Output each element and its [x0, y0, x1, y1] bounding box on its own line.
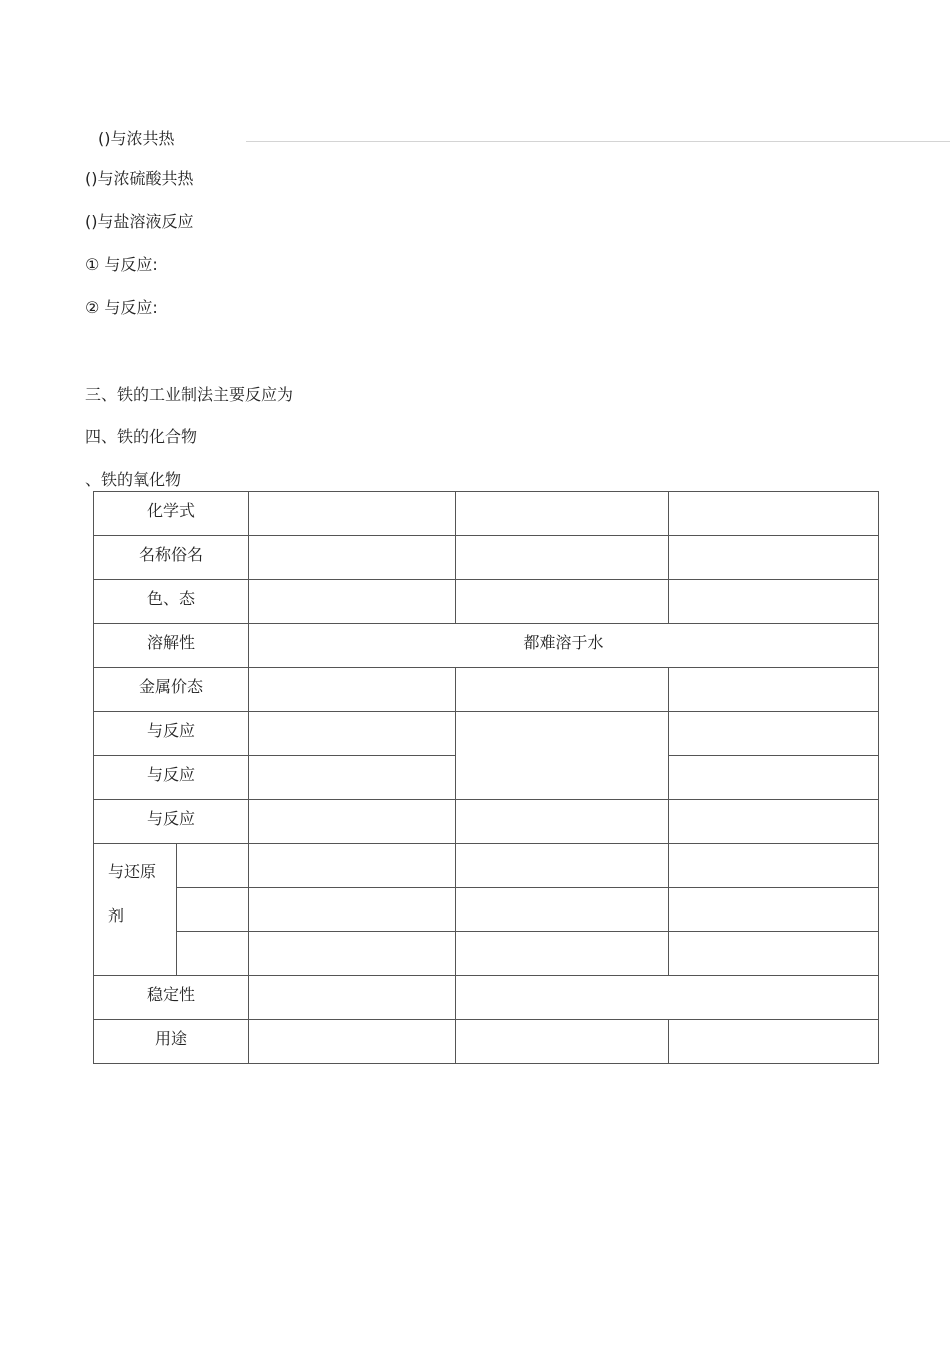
- reductant-label-line1: 与还原: [108, 862, 157, 881]
- section-4-heading: 四、铁的化合物: [85, 427, 198, 446]
- table-cell: [456, 580, 669, 624]
- line-salt-solution: ()与盐溶液反应: [85, 212, 194, 231]
- row-label-reductant: [94, 844, 177, 976]
- table-cell: [456, 800, 669, 844]
- table-row: [94, 668, 879, 712]
- table-cell: [249, 712, 456, 756]
- table-cell: [249, 800, 456, 844]
- table-cell: [456, 668, 669, 712]
- table-row: [94, 1020, 879, 1064]
- table-cell: [456, 1020, 669, 1064]
- row-label-reaction-2: 与反应: [94, 756, 249, 800]
- reductant-label-line2: 剂: [108, 906, 125, 925]
- table-row: [94, 844, 879, 888]
- table-cell: [669, 492, 879, 536]
- line-reaction-2: ② 与反应:: [85, 298, 158, 317]
- table-cell: [669, 668, 879, 712]
- table-cell: [669, 800, 879, 844]
- iron-oxide-table: [93, 491, 879, 1064]
- table-cell: [669, 932, 879, 976]
- table-row: [94, 888, 879, 932]
- table-cell: [669, 844, 879, 888]
- line-reaction-1: ① 与反应:: [85, 255, 158, 274]
- row-label-use: 用途: [94, 1020, 249, 1064]
- solubility-value: 都难溶于水: [249, 624, 879, 668]
- table-cell: [249, 888, 456, 932]
- table-cell: [249, 536, 456, 580]
- table-row: [94, 712, 879, 756]
- row-label-formula: 化学式: [94, 492, 249, 536]
- table-cell: [669, 1020, 879, 1064]
- table-row: [94, 580, 879, 624]
- table-cell-merged: [456, 712, 669, 800]
- table-row: [94, 624, 879, 668]
- row-label-solubility: 溶解性: [94, 624, 249, 668]
- row-label-valence: 金属价态: [94, 668, 249, 712]
- line-conc-heat: ()与浓共热: [98, 129, 175, 148]
- table-cell: [177, 932, 249, 976]
- table-cell-merged: [456, 976, 879, 1020]
- table-cell: [669, 756, 879, 800]
- row-label-color-state: 色、态: [94, 580, 249, 624]
- table-cell: [177, 888, 249, 932]
- table-cell: [456, 932, 669, 976]
- table-cell: [177, 844, 249, 888]
- table-cell: [669, 536, 879, 580]
- table-cell: [669, 580, 879, 624]
- row-label-reaction-3: 与反应: [94, 800, 249, 844]
- table-cell: [249, 668, 456, 712]
- table-cell: [249, 580, 456, 624]
- subsection-iron-oxides: 、铁的氧化物: [85, 470, 182, 489]
- row-label-name: 名称俗名: [94, 536, 249, 580]
- table-cell: [669, 888, 879, 932]
- table-cell: [669, 712, 879, 756]
- table-row: [94, 492, 879, 536]
- divider-line: [246, 141, 950, 142]
- table-cell: [249, 932, 456, 976]
- table-cell: [249, 492, 456, 536]
- line-conc-sulfuric-heat: ()与浓硫酸共热: [85, 169, 194, 188]
- table-row: [94, 976, 879, 1020]
- row-label-reaction-1: 与反应: [94, 712, 249, 756]
- section-3-heading: 三、铁的工业制法主要反应为: [85, 385, 294, 404]
- table-cell: [456, 536, 669, 580]
- table-cell: [249, 844, 456, 888]
- table-cell: [249, 756, 456, 800]
- table-row: [94, 536, 879, 580]
- table-row: [94, 800, 879, 844]
- table-cell: [456, 844, 669, 888]
- row-label-stability: 稳定性: [94, 976, 249, 1020]
- table-cell: [249, 976, 456, 1020]
- table-cell: [456, 492, 669, 536]
- table-cell: [249, 1020, 456, 1064]
- table-cell: [456, 888, 669, 932]
- table-row: [94, 932, 879, 976]
